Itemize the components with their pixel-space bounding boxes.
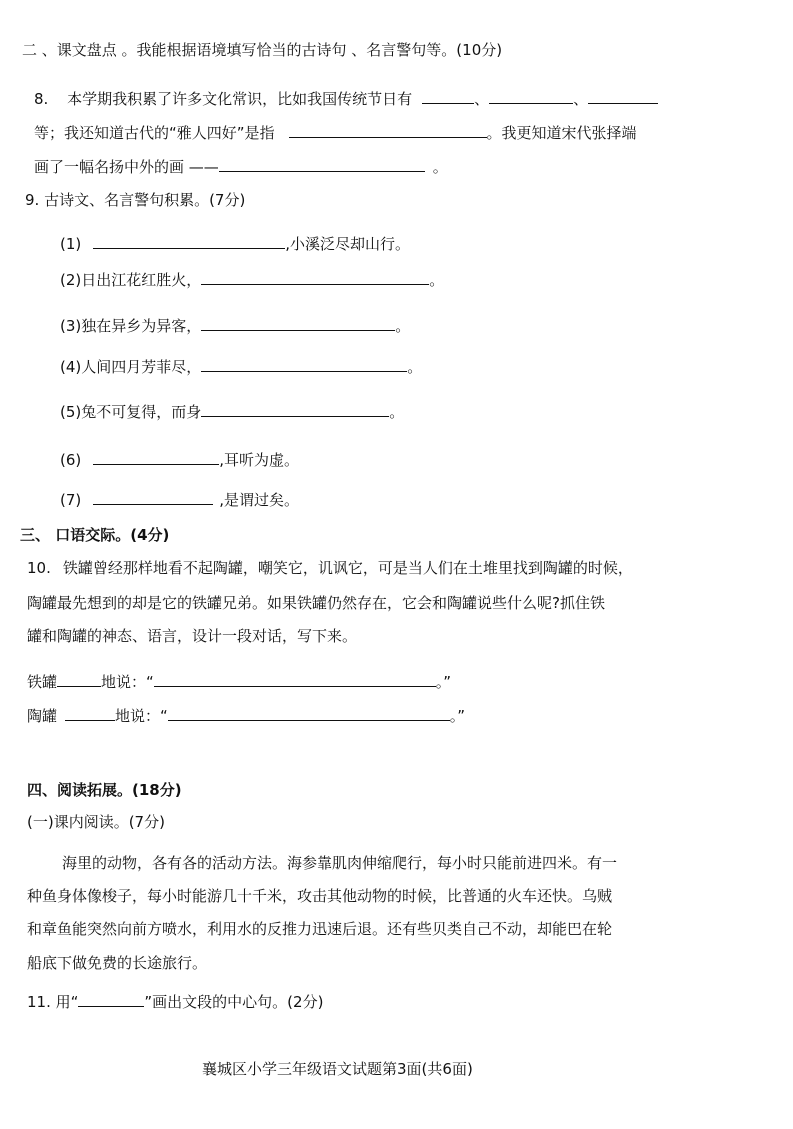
subsection-heading: (一)课内阅读。(7分) [27, 813, 165, 831]
answer-blank[interactable] [422, 89, 474, 104]
section-3-heading: 三、 口语交际。(4分) [20, 526, 170, 544]
section-2-heading: 二 、课文盘点 。我能根据语境填写恰当的古诗句 、名言警句等。(10分) [22, 41, 503, 59]
answer-blank[interactable] [154, 672, 436, 687]
poem-item-3: (3)独在异乡为异客， 。 [60, 317, 411, 335]
poem-item-7: (7) ,是谓过矣。 [60, 491, 300, 509]
section-4-heading: 四、阅读拓展。(18分) [27, 781, 182, 799]
answer-blank[interactable] [219, 157, 425, 172]
answer-blank[interactable] [489, 89, 573, 104]
question-10-line-2: 陶罐最先想到的却是它的铁罐兄弟。如果铁罐仍然存在，它会和陶罐说些什么呢?抓住铁 [27, 594, 605, 612]
reading-passage-line-4: 船底下做免费的长途旅行。 [27, 954, 208, 972]
answer-blank[interactable] [65, 706, 115, 721]
answer-blank[interactable] [93, 234, 285, 249]
reading-passage-line-2: 种鱼身体像梭子，每小时能游几十千米，攻击其他动物的时候，比普通的火车还快。乌贼 [27, 887, 613, 905]
answer-blank[interactable] [201, 357, 407, 372]
page-footer: 襄城区小学三年级语文试题第3面(共6面) [202, 1060, 473, 1078]
answer-blank[interactable] [201, 402, 389, 417]
answer-blank[interactable] [78, 992, 144, 1007]
answer-blank[interactable] [93, 450, 219, 465]
poem-item-5: (5)兔不可复得，而身 。 [60, 403, 405, 421]
answer-blank[interactable] [57, 672, 101, 687]
answer-blank[interactable] [201, 270, 429, 285]
answer-blank[interactable] [588, 89, 658, 104]
question-8-line-2: 等；我还知道古代的“雅人四好”是指 。我更知道宋代张择端 [34, 124, 637, 142]
answer-blank[interactable] [289, 123, 487, 138]
question-10-line-3: 罐和陶罐的神态、语言，设计一段对话，写下来。 [27, 627, 358, 645]
clay-pot-dialogue: 陶罐 地说：“ 。” [27, 707, 466, 725]
poem-item-4: (4)人间四月芳菲尽， 。 [60, 358, 423, 376]
poem-item-2: (2)日出江花红胜火， 。 [60, 271, 445, 289]
question-11: 11. 用“ ”画出文段的中心句。(2分) [27, 993, 324, 1011]
question-8-line-1: 8. 本学期我积累了许多文化常识，比如我国传统节日有 、 、 [34, 89, 658, 109]
poem-item-1: (1) ,小溪泛尽却山行。 [60, 235, 411, 253]
reading-passage-line-3: 和章鱼能突然向前方喷水，利用水的反推力迅速后退。还有些贝类自己不动，却能巴在轮 [27, 920, 613, 938]
answer-blank[interactable] [93, 490, 213, 505]
answer-blank[interactable] [168, 706, 450, 721]
poem-item-6: (6) ,耳听为虚。 [60, 451, 300, 469]
question-10-line-1: 10. 铁罐曾经那样地看不起陶罐，嘲笑它，讥讽它，可是当人们在土堆里找到陶罐的时候， [27, 559, 633, 577]
question-9-heading: 9. 古诗文、名言警句积累。(7分) [25, 191, 246, 209]
reading-passage-line-1: 海里的动物，各有各的活动方法。海参靠肌肉伸缩爬行，每小时只能前进四米。有一 [62, 854, 618, 872]
question-8-line-3: 画了一幅名扬中外的画 —— 。 [34, 158, 448, 176]
answer-blank[interactable] [201, 316, 395, 331]
iron-pot-dialogue: 铁罐 地说：“ 。” [27, 673, 452, 691]
